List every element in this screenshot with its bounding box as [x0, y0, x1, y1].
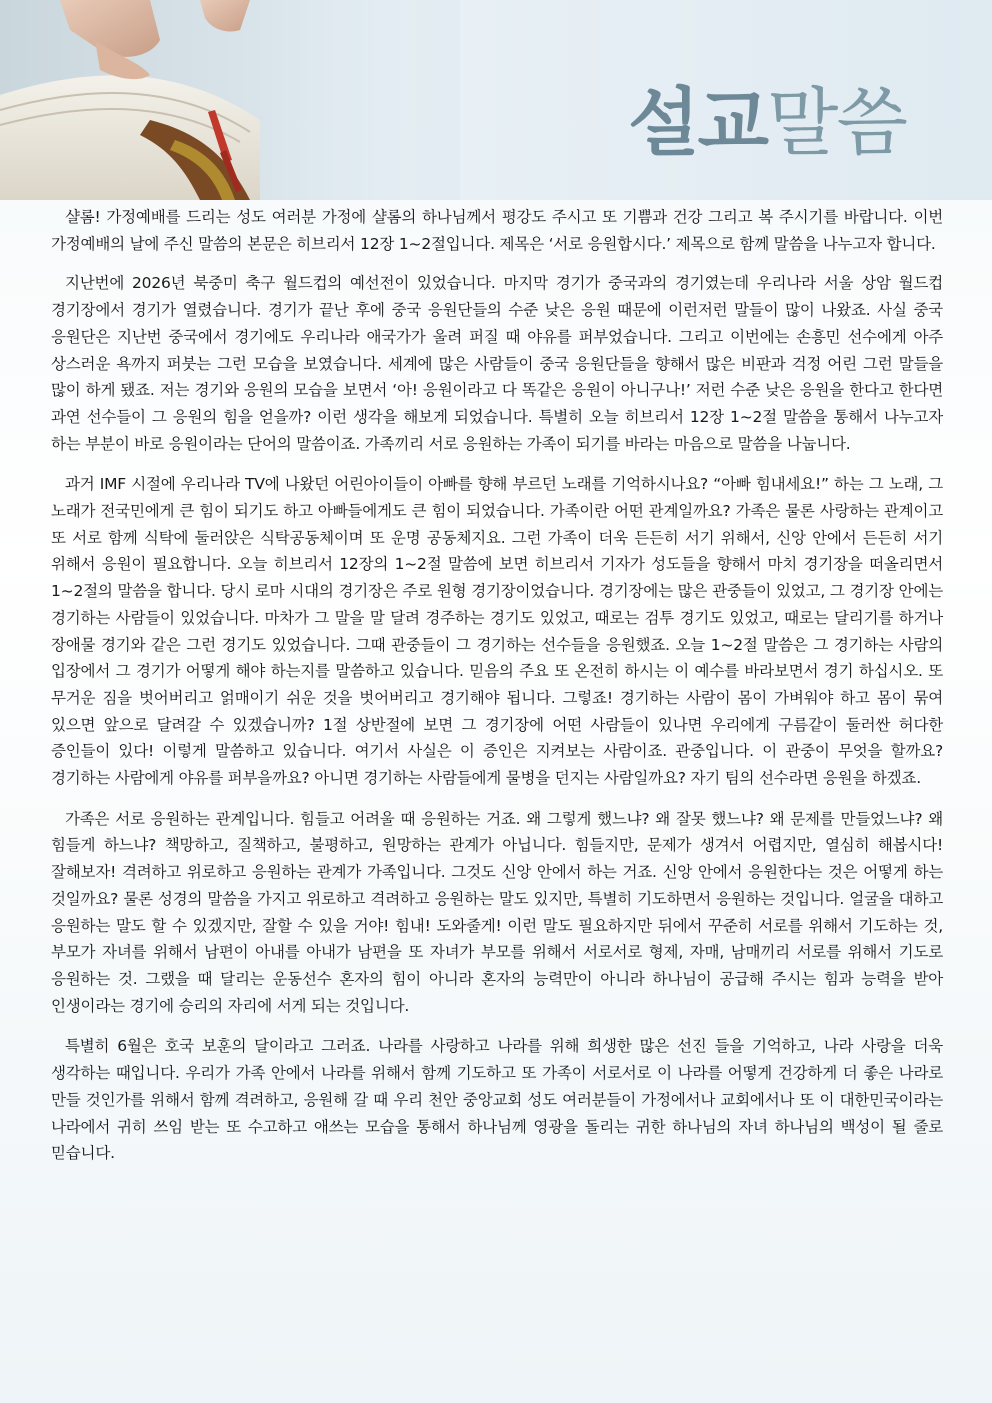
title-bold: 설교 — [628, 80, 768, 166]
paragraph-greeting: 샬롬! 가정예배를 드리는 성도 여러분 가정에 샬롬의 하나님께서 평강도 주시고 또 기쁨과 건강 그리고 복 주시기를 바랍니다. 이번 가정예배의 날에 주신 말씀의 본문은 히브리서 12장 1~2절입니다. 제목은 ‘서로 응원합시다.’ 제목으로 함께 말씀을 나누고자 합니다. — [51, 208, 943, 253]
sermon-body — [51, 204, 943, 1181]
title-light: 말씀 — [767, 80, 906, 166]
header-banner — [0, 0, 992, 200]
photo-fade — [260, 0, 460, 200]
page-title — [628, 78, 906, 168]
paragraph-family-support: 가족은 서로 응원하는 관계입니다. 힘들고 어려울 때 응원하는 거죠. 왜 그렇게 했느냐? 왜 잘못 했느냐? 왜 문제를 만들었느냐? 왜 힘들게 하느냐? 책망하고, 질책하고, 불평하고, 원망하는 관계가 아닙니다. 힘들지만, 문제가 생겨서 어렵지만, 열심히 해봅시다! 잘해보자! 격려하고 위로하고 응원하는 관계가 가족입니다. 그것도 신앙 안에서 하는 거죠. 신앙 안에서 응원한다는 것은 어떻게 하는 것일까요? 물론 성경의 말씀을 가지고 위로하고 격려하고 응원하는 말도 있지만, 특별히 기도하면서 응원하는 것입니다. 얼굴을 대하고 응원하는 말도 할 수 있겠지만, 잘할 수 있을 거야! 힘내! 도와줄게! 이런 말도 필요하지만 뒤에서 꾸준히 서로를 위해서 기도하는 것, 부모가 자녀를 위해서 남편이 아내를 아내가 남편을 또 자녀가 부모를 위해서 서로서로 형제, 자매, 남매끼리 서로를 위해서 기도로 응원하는 것. 그랬을 때 달리는 운동선수 혼자의 힘이 아니라 혼자의 능력만이 아니라 하나님이 공급해 주시는 힘과 능력을 받아 인생이라는 경기에 승리의 자리에 서게 되는 것입니다. — [51, 809, 943, 1015]
paragraph-stadium: 과거 IMF 시절에 우리나라 TV에 나왔던 어린아이들이 아빠를 향해 부르던 노래를 기억하시나요? “아빠 힘내세요!” 하는 그 노래, 그 노래가 전국민에게 큰 힘이 되기도 하고 아빠들에게도 큰 힘이 되었습니다. 가족이란 어떤 관계일까요? 가족은 물론 사랑하는 관계이고 또 서로 함께 식탁에 둘러앉은 식탁공동체이며 또 운명 공동체지요. 그런 가족이 더욱 든든히 서기 위해서, 신앙 안에서 든든히 서기 위해서 응원이 필요합니다. 오늘 히브리서 12장의 1~2절 말씀에 보면 히브리서 기자가 성도들을 향해서 마치 경기장을 떠올리면서 1~2절의 말씀을 합니다. 당시 로마 시대의 경기장은 주로 원형 경기장이었습니다. 경기장에는 많은 관중들이 있었고, 그 경기장 안에는 경기하는 사람들이 있었습니다. 마차가 그 말을 말 달려 경주하는 경기도 있었고, 때로는 검투 경기도 있었고, 때로는 달리기를 하거나 장애물 경기와 같은 그런 경기도 있었습니다. 그때 관중들이 그 경기하는 선수들을 응원했죠. 오늘 1~2절 말씀은 그 경기하는 사람의 입장에서 그 경기가 어떻게 해야 하는지를 말씀하고 있습니다. 믿음의 주요 또 온전히 하시는 이 예수를 바라보면서 경기 하십시오. 또 무거운 짐을 벗어버리고 얽매이기 쉬운 것을 벗어버리고 경기해야 됩니다. 그렇죠! 경기하는 사람이 몸이 가벼워야 하고 몸이 묶여 있으면 앞으로 달려갈 수 있겠습니까? 1절 상반절에 보면 그 경기장에 어떤 사람들이 있나면 우리에게 구름같이 둘러싼 허다한 증인들이 있다! 이렇게 말씀하고 있습니다. 여기서 사실은 이 증인은 지켜보는 사람이죠. 관중입니다. 이 관중이 무엇을 할까요? 경기하는 사람에게 야유를 퍼부을까요? 아니면 경기하는 사람들에게 물병을 던지는 사람일까요? 자기 팀의 선수라면 응원을 하겠죠. — [51, 475, 943, 788]
paragraph-june: 특별히 6월은 호국 보훈의 달이라고 그러죠. 나라를 사랑하고 나라를 위해 희생한 많은 선진 들을 기억하고, 나라 사랑을 더욱 생각하는 때입니다. 우리가 가족 안에서 나라를 위해서 함께 기도하고 또 가족이 서로서로 이 나라를 어떻게 건강하게 더 좋은 나라로 만들 것인가를 위해서 함께 격려하고, 응원해 갈 때 우리 천안 중앙교회 성도 여러분들이 가정에서나 교회에서나 또 이 대한민국이라는 나라에서 귀히 쓰임 받는 또 수고하고 애쓰는 모습을 통해서 하나님께 영광을 돌리는 귀한 하나님의 자녀 하나님의 백성이 될 줄로 믿습니다. — [51, 1037, 943, 1163]
paragraph-worldcup: 지난번에 2026년 북중미 축구 월드컵의 예선전이 있었습니다. 마지막 경기가 중국과의 경기였는데 우리나라 서울 상암 월드컵 경기장에서 경기가 열렸습니다. 경기가 끝난 후에 중국 응원단들의 수준 낮은 응원 때문에 이런저런 말들이 많이 나왔죠. 사실 중국 응원단은 지난번 중국에서 경기에도 우리나라 애국가가 울려 퍼질 때 야유를 퍼부었습니다. 그리고 이번에는 손흥민 선수에게 아주 상스러운 욕까지 퍼붓는 그런 모습을 보였습니다. 세계에 많은 사람들이 중국 응원단들을 향해서 많은 비판과 걱정 어린 그런 말들을 많이 하게 됐죠. 저는 경기와 응원의 모습을 보면서 ‘아! 응원이라고 다 똑같은 응원이 아니구나!’ 저런 수준 낮은 응원을 한다고 한다면 과연 선수들이 그 응원의 힘을 얻을까? 이런 생각을 해보게 되었습니다. 특별히 오늘 히브리서 12장 1~2절 말씀을 통해서 나누고자 하는 부분이 바로 응원이라는 단어의 말씀이죠. 가족끼리 서로 응원하는 가족이 되기를 바라는 마음으로 말씀을 나눕니다. — [51, 274, 943, 453]
